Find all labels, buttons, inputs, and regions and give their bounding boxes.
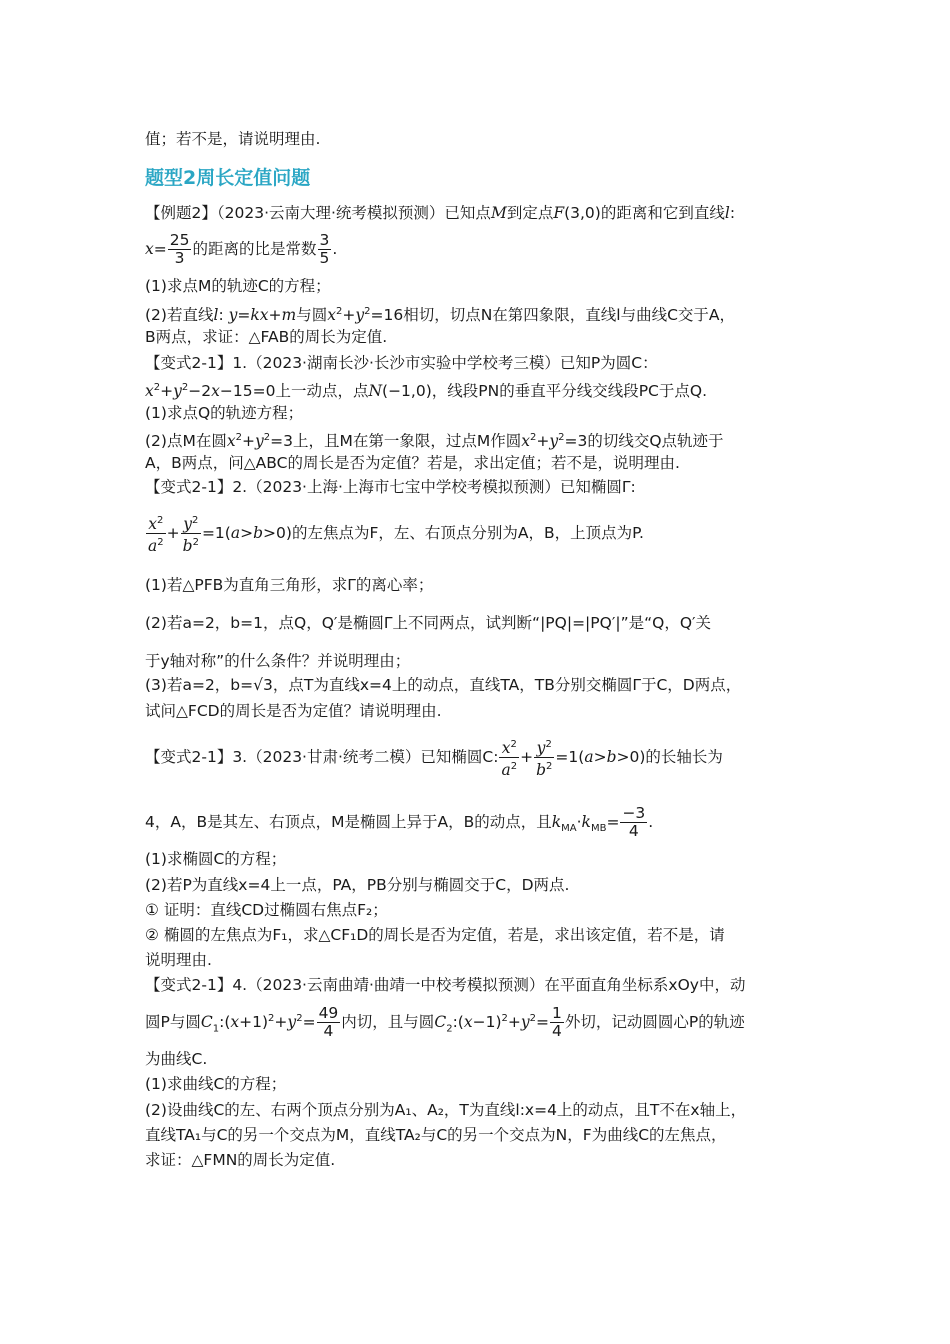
- v1-line-1: 【变式2-1】1.（2023·湖南长沙·长沙市实验中学校考三模）已知P为圆C：: [145, 354, 658, 372]
- v2-question-2-line-1: (2)若a=2，b=1，点Q，Q′是椭圆Γ上不同两点，试判断“|PQ|=|PQ′|”是“Q，Q′关: [145, 614, 712, 632]
- v4-question-2-line-1: (2)设曲线C的左、右两个顶点分别为A₁、A₂，T为直线l:x=4上的动点，且T不在x轴上，: [145, 1101, 747, 1119]
- ex2-question-2-line-2: B两点，求证：△FAB的周长为定值.: [145, 328, 388, 346]
- v2-question-3-line-2: 试问△FCD的周长是否为定值？请说明理由.: [145, 702, 442, 720]
- v3-question-2: (2)若P为直线x=4上一点，PA，PB分别与椭圆交于C，D两点.: [145, 876, 570, 894]
- prev-question-tail: 值；若不是，请说明理由.: [145, 130, 321, 148]
- ex2-tag: 【例题2】: [145, 204, 217, 222]
- v2-question-1: (1)若△PFB为直角三角形，求Γ的离心率；: [145, 576, 434, 594]
- v4-line-3: 为曲线C.: [145, 1050, 208, 1068]
- v3-tag: 【变式2-1】3.: [145, 748, 248, 766]
- ex2-question-1: (1)求点M的轨迹C的方程；: [145, 277, 331, 295]
- v2-tag: 【变式2-1】2.: [145, 478, 248, 496]
- v1-question-2-line-2: A，B两点，问△ABC的周长是否为定值？若是，求出定值；若不是，说明理由.: [145, 454, 680, 472]
- section-title: 题型2周长定值问题: [145, 167, 311, 189]
- v3-line-2: 4，A，B是其左、右顶点，M是椭圆上异于A，B的动点，且$k_{MA}\cdot k_{MB}=$ $\frac{-3}{4}$ .: [145, 804, 654, 840]
- ex2-line-1: 【例题2】（2023·云南大理·统考模拟预测）已知点M到定点F(3,0)的距离和它到直线l:: [145, 204, 736, 222]
- v4-question-2-line-3: 求证：△FMN的周长为定值.: [145, 1151, 336, 1169]
- ex2-question-2-line-1: (2)若直线l: y=kx+m与圆$x^2+y^2=16$相切，切点N在第四象限，直线l与曲线C交于A，: [145, 306, 736, 325]
- v1-question-1: (1)求点Q的轨迹方程；: [145, 404, 304, 422]
- v2-line-2: $\frac{x^2}{a^2}$ + $\frac{y^2}{b^2}$ =1(a>b>0)的左焦点为F，左、右顶点分别为A，B，上顶点为P.: [145, 508, 813, 558]
- v3-question-2-part-2-line-1: ② 椭圆的左焦点为F₁，求△CF₁D的周长是否为定值，若是，求出该定值，若不是，请: [145, 926, 725, 944]
- v2-line-1: 【变式2-1】2.（2023·上海·上海市七宝中学校考模拟预测）已知椭圆Γ:: [145, 478, 636, 496]
- v2-question-2-line-2: 于y轴对称”的什么条件？并说明理由；: [145, 652, 411, 670]
- v3-question-2-part-2-line-2: 说明理由.: [145, 951, 212, 969]
- v2-question-3-line-1: (3)若a=2，b=√3，点T为直线x=4上的动点，直线TA，TB分别交椭圆Γ于C，D两点，: [145, 676, 742, 694]
- v4-question-1: (1)求曲线C的方程；: [145, 1075, 287, 1093]
- v1-question-2-line-1: (2)点M在圆$x^2+y^2=3$上，且M在第一象限，过点M作圆$x^2+y^2=3$的切线交Q点轨迹于: [145, 432, 724, 451]
- v4-line-1: 【变式2-1】4.（2023·云南曲靖·曲靖一中校考模拟预测）在平面直角坐标系xOy中，动: [145, 976, 746, 994]
- v4-line-2: 圆P与圆$C_1:(x+1)^2+y^2=$ $\frac{49}{4}$ 内切，且与圆$C_2:(x-1)^2+y^2=$ $\frac{1}{4}$ 外切，记动圆圆心P的轨迹: [145, 1004, 745, 1041]
- ex2-line-2: x= $\frac{25}{3}$ 的距离的比是常数 $\frac{3}{5}$ .: [145, 231, 338, 267]
- v1-tag: 【变式2-1】1.: [145, 354, 248, 372]
- v3-question-1: (1)求椭圆C的方程；: [145, 850, 287, 868]
- v3-line-1: 【变式2-1】3.（2023·甘肃·统考二模）已知椭圆C: $\frac{x^2}{a^2}$ + $\frac{y^2}{b^2}$ =1(a>b>0)的长轴长为: [145, 732, 813, 782]
- v3-question-2-part-1: ① 证明：直线CD过椭圆右焦点F₂；: [145, 901, 388, 919]
- v4-tag: 【变式2-1】4.: [145, 976, 248, 994]
- v4-question-2-line-2: 直线TA₁与C的另一个交点为M，直线TA₂与C的另一个交点为N，F为曲线C的左焦点，: [145, 1126, 727, 1144]
- v1-line-2: $x^2+y^2-2x-15=0$上一动点，点N(−1,0)，线段PN的垂直平分线交线段PC于点Q.: [145, 382, 707, 401]
